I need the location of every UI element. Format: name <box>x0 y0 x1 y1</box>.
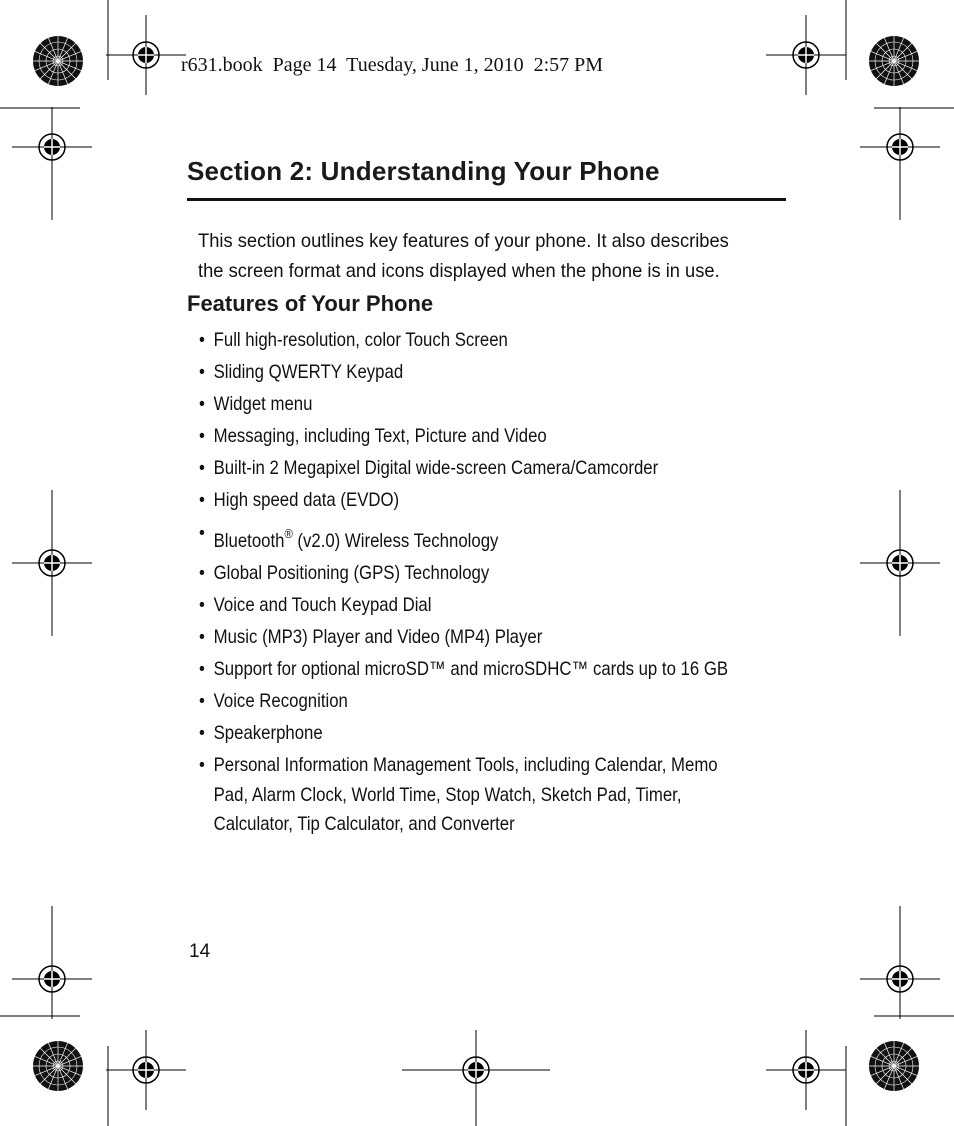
feature-item <box>199 454 749 484</box>
feature-text: High speed data (EVDO) <box>213 489 400 512</box>
feature-item <box>199 559 749 589</box>
feature-item <box>199 390 749 420</box>
feature-text-before: Bluetooth <box>213 529 285 552</box>
page-number: 14 <box>189 941 211 962</box>
feature-item <box>199 326 749 356</box>
feature-text: Sliding QWERTY Keypad <box>213 361 404 384</box>
feature-item <box>199 422 749 452</box>
feature-text: Built-in 2 Megapixel Digital wide-screen Camera/Camcorder <box>213 457 659 480</box>
feature-item <box>199 358 749 388</box>
feature-item <box>199 486 749 516</box>
section-title: Section 2: Understanding Your Phone <box>187 156 660 186</box>
features-heading: Features of Your Phone <box>187 291 434 316</box>
section-title-rule <box>187 198 786 201</box>
feature-text: Global Positioning (GPS) Technology <box>213 561 490 584</box>
feature-text: Messaging, including Text, Picture and Video <box>213 425 547 448</box>
feature-text: Voice and Touch Keypad Dial <box>213 593 432 616</box>
feature-item <box>199 623 749 653</box>
feature-text: Full high-resolution, color Touch Screen <box>213 329 508 351</box>
feature-item <box>199 719 749 749</box>
features-list <box>199 326 749 842</box>
feature-item <box>199 751 749 840</box>
intro-paragraph: This section outlines key features of your phone. It also describes the screen format and icons displayed when the phone is in use. <box>198 230 729 282</box>
feature-item <box>199 519 749 557</box>
feature-item <box>199 591 749 621</box>
feature-text: Personal Information Management Tools, including Calendar, Memo Pad, Alarm Clock, World Time, Stop Watch, Sketch Pad, Timer, Calculator, Tip Calculator, and Converter <box>213 754 718 836</box>
feature-text: Widget menu <box>213 393 313 416</box>
feature-item <box>199 655 749 685</box>
feature-item <box>199 687 749 717</box>
print-slug-line: r631.book Page 14 Tuesday, June 1, 2010 2:57 PM <box>181 54 604 76</box>
feature-text: Support for optional microSD™ and microSDHC™ cards up to 16 GB <box>213 657 729 680</box>
registered-mark: ® <box>284 525 293 541</box>
feature-text-after: (v2.0) Wireless Technology <box>292 529 499 552</box>
feature-text: Music (MP3) Player and Video (MP4) Player <box>213 625 543 648</box>
feature-text: Voice Recognition <box>213 690 348 713</box>
feature-text: Speakerphone <box>213 722 323 745</box>
